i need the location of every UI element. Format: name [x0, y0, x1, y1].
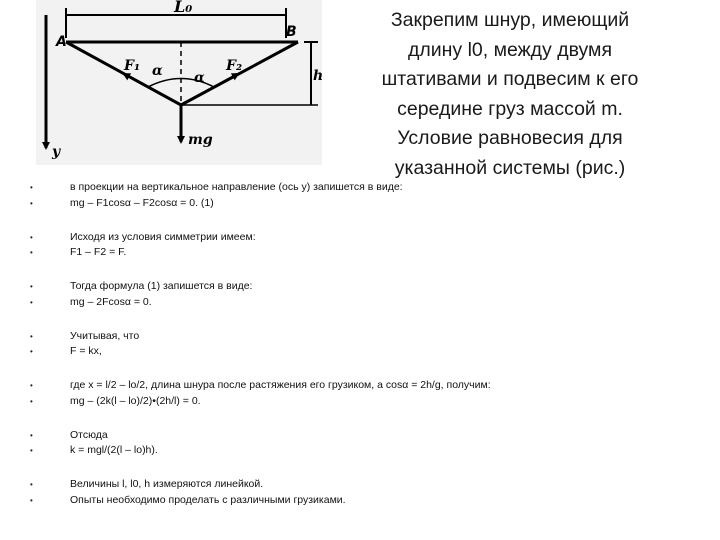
label-mg: mg: [188, 132, 213, 148]
item-text: Учитывая, что: [70, 329, 140, 342]
title-line: середине груз массой m.: [397, 97, 623, 120]
title-line: штативами и подвесим к его: [381, 68, 639, 90]
bullet-icon: •: [30, 297, 33, 307]
bullet-icon: •: [30, 347, 33, 356]
list-item: [30, 329, 690, 360]
label-a: A: [56, 34, 67, 50]
label-alpha-left: α: [152, 63, 163, 79]
item-text: Величины l, l0, h измеряются линейкой.: [70, 478, 264, 490]
item-text: Исходя из условия симметрии имеем:: [70, 230, 256, 243]
title-line: длину l0, между двумя: [407, 38, 613, 61]
item-text: в проекции на вертикальное направление (ось у) запишется в виде:: [70, 181, 403, 193]
list-item: [30, 279, 690, 310]
physics-diagram: [36, 0, 322, 165]
item-text: k = mgl/(2(l – lo)h).: [70, 444, 158, 456]
diagram-svg: [36, 0, 322, 165]
list-item: [30, 378, 690, 409]
bullet-icon: •: [30, 480, 33, 489]
item-text: F1 – F2 = F.: [70, 246, 127, 258]
bullet-icon: •: [30, 396, 33, 406]
bullet-icon: •: [30, 282, 33, 291]
item-text: F = kx,: [70, 345, 102, 357]
bullet-icon: •: [30, 232, 33, 242]
title-line: указанной системы (рис.): [394, 156, 626, 179]
item-text: Тогда формула (1) запишется в виде:: [70, 280, 253, 292]
bullet-list: [30, 180, 690, 527]
bullet-icon: •: [30, 331, 33, 341]
item-text: mg – F1cosα – F2cosα = 0. (1): [70, 196, 214, 209]
title-line: Закрепим шнур, имеющий: [390, 9, 630, 31]
label-alpha-right: α: [194, 70, 205, 86]
bullet-icon: •: [30, 495, 33, 505]
bullet-icon: •: [30, 198, 33, 208]
title-line: Условие равновесия для: [397, 127, 623, 149]
item-text: mg – 2Fcosα = 0.: [70, 295, 152, 308]
item-text: где x = l/2 – lo/2, длина шнура после растяжения его грузиком, а cosα = 2h/g, получим:: [70, 379, 491, 391]
item-text: mg – (2k(l – lo)/2)•(2h/l) = 0.: [70, 394, 201, 407]
item-text: Опыты необходимо проделать с различными грузиками.: [70, 493, 346, 506]
bullet-icon: •: [30, 430, 33, 440]
bullet-icon: •: [30, 248, 33, 257]
label-h: h: [313, 68, 324, 84]
label-b: B: [286, 24, 297, 40]
bullet-icon: •: [30, 446, 33, 455]
list-item: [30, 477, 690, 508]
slide-title: [345, 6, 675, 183]
list-item: [30, 230, 690, 261]
rope: [66, 42, 298, 105]
label-f2: F₂: [226, 58, 243, 74]
item-text: Отсюда: [70, 428, 108, 441]
label-l0: L₀: [174, 0, 193, 16]
bullet-icon: •: [30, 183, 33, 192]
label-f1: F₁: [124, 58, 141, 74]
list-item: [30, 428, 690, 459]
bullet-icon: •: [30, 381, 33, 390]
label-y: y: [52, 144, 61, 160]
list-item: [30, 180, 690, 211]
